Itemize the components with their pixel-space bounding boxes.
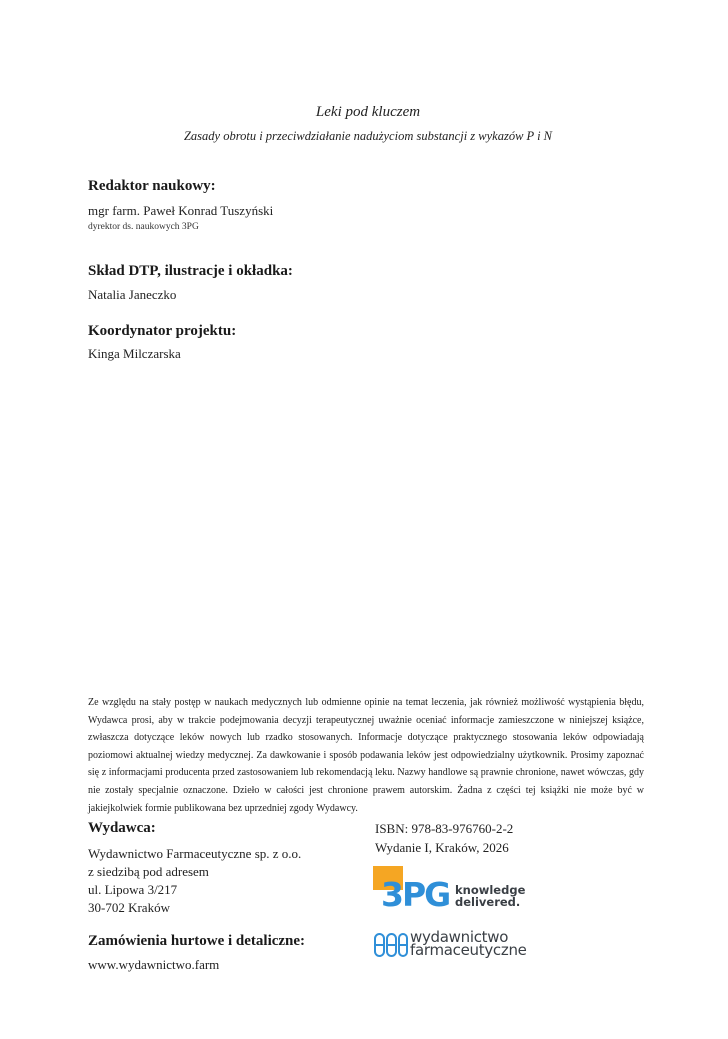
isbn: ISBN: 978-83-976760-2-2 [375,821,514,836]
publisher-city: 30-702 Kraków [88,900,170,915]
edition-info: Wydanie I, Kraków, 2026 [375,840,509,855]
3pg-tagline-1: knowledge [455,883,526,897]
capsules-icon [373,930,409,960]
publisher-street: ul. Lipowa 3/217 [88,882,178,897]
coordinator-heading: Koordynator projektu: [88,323,237,339]
dtp-name: Natalia Janeczko [88,287,177,302]
publisher-website[interactable]: www.wydawnictwo.farm [88,957,220,972]
editor-name: mgr farm. Paweł Konrad Tuszyński [88,203,274,218]
legal-disclaimer: Ze względu na stały postęp w naukach medycznych lub odmienne opinie na temat leczenia, jak również możliwość wystąpienia błędu, Wydawca prosi, aby w trakcie podejmowania decyzji terapeutycznej uważnie oceniać informacje zamieszczone w niniejszej książce, zwłaszcza dotyczące leków nowych lub rzadko stosowanych. Informacje dotyczące praktycznego stosowania leków odpowiadają poziomowi aktualnej wiedzy medycznej. Za dawkowanie i sposób podawania leków jest odpowiedzialny użytkownik. Prosimy zapoznać się z informacjami producenta przed zastosowaniem lub rekomendacją leku. Nazwy handlowe są prawnie chronione, nawet wówczas, gdy nie zostały specjalnie oznaczone. Dzieło w całości jest chronione prawem autorskim. Żadna z części tej książki nie może być w jakiejkolwiek formie publikowana bez uprzedniej zgody Wydawcy. [88,697,644,814]
publisher-heading: Wydawca: [88,820,156,836]
logo-wf-line2: farmaceutyczne [410,941,527,959]
orders-heading: Zamówienia hurtowe i detaliczne: [88,933,306,949]
publisher-name: Wydawnictwo Farmaceutyczne sp. z o.o. [88,846,302,861]
3pg-logo-mark [373,866,533,910]
wydawnictwo-farmaceutyczne-logo [373,926,543,960]
logo-wf-line1: wydawnictwo [410,928,509,946]
3pg-logo-mark-text: 3PG [381,875,450,910]
coordinator-name: Kinga Milczarska [88,346,181,361]
editor-heading: Redaktor naukowy: [88,178,216,194]
publisher-seat: z siedzibą pod adresem [88,864,209,879]
book-subtitle: Zasady obrotu i przeciwdziałanie nadużyciom substancji z wykazów P i N [183,129,553,143]
3pg-tagline-2: delivered. [455,895,521,909]
dtp-heading: Skład DTP, ilustracje i okładka: [88,263,293,279]
3pg-logo [373,866,533,910]
book-title: Leki pod kluczem [315,104,421,120]
editor-role: dyrektor ds. naukowych 3PG [88,222,199,232]
